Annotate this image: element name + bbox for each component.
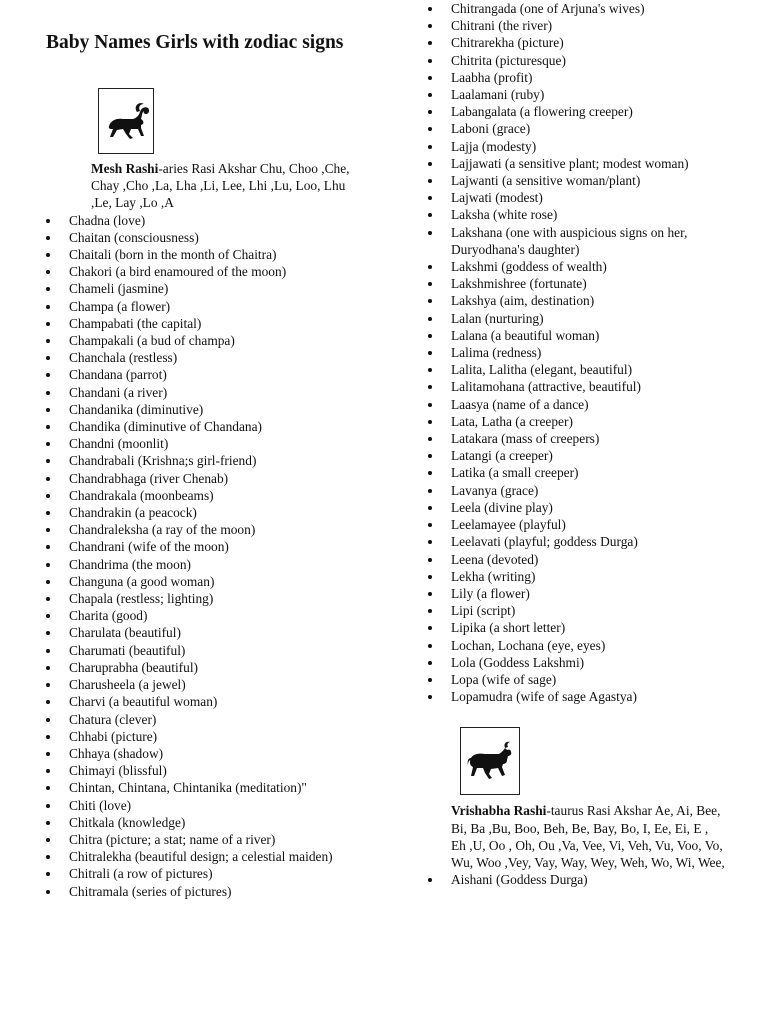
left-name-list (46, 212, 346, 900)
ram-silhouette (101, 98, 151, 144)
right-name-list (428, 0, 728, 705)
list-item: Lakshmishree (fortunate) (428, 275, 728, 292)
list-item: Chandana (parrot) (46, 366, 346, 383)
list-item: Chhabi (picture) (46, 728, 346, 745)
list-item: Laabha (profit) (428, 69, 728, 86)
list-item: Lalan (nurturing) (428, 310, 728, 327)
vrishabha-rashi-description (451, 802, 726, 871)
list-item: Chameli (jasmine) (46, 280, 346, 297)
list-item: Latangi (a creeper) (428, 447, 728, 464)
right-column (428, 0, 758, 888)
ram-aries-icon (98, 88, 154, 154)
list-item: Chhaya (shadow) (46, 745, 346, 762)
list-item: Lalima (redness) (428, 344, 728, 361)
list-item: Lakshmi (goddess of wealth) (428, 258, 728, 275)
list-item: Champa (a flower) (46, 298, 346, 315)
mesh-rashi-description (91, 160, 361, 212)
list-item: Lochan, Lochana (eye, eyes) (428, 637, 728, 654)
list-item: Lajja (modesty) (428, 138, 728, 155)
left-column (46, 0, 376, 900)
list-item: Chaitan (consciousness) (46, 229, 346, 246)
list-item: Chandraleksha (a ray of the moon) (46, 521, 346, 538)
vrishabha-rashi-name: Vrishabha Rashi (451, 803, 547, 819)
list-item: Chitrani (the river) (428, 17, 728, 34)
list-item: Chandrani (wife of the moon) (46, 538, 346, 555)
taurus-name-list (428, 871, 758, 888)
bull-taurus-icon (460, 727, 520, 795)
list-item: Leelavati (playful; goddess Durga) (428, 533, 728, 550)
page-title: Baby Names Girls with zodiac signs (46, 32, 344, 53)
list-item: Lata, Latha (a creeper) (428, 413, 728, 430)
list-item: Chandrakin (a peacock) (46, 504, 346, 521)
list-item: Chapala (restless; lighting) (46, 590, 346, 607)
bull-silhouette (465, 738, 515, 784)
list-item: Lopamudra (wife of sage Agastya) (428, 688, 728, 705)
list-item: Laalamani (ruby) (428, 86, 728, 103)
mesh-rashi-akshar: -aries Rasi Akshar Chu, Choo ,Che, Chay ,Cho ,La, Lha ,Li, Lee, Lhi ,Lu, Loo, Lhu ,Le, Lay ,Lo ,A (91, 161, 350, 211)
list-item: Chandanika (diminutive) (46, 401, 346, 418)
list-item: Lalana (a beautiful woman) (428, 327, 728, 344)
list-item: Chandrabhaga (river Chenab) (46, 470, 346, 487)
list-item: Lalitamohana (attractive, beautiful) (428, 378, 728, 395)
list-item: Lekha (writing) (428, 568, 728, 585)
list-item: Lakshya (aim, destination) (428, 292, 728, 309)
list-item: Chiti (love) (46, 797, 346, 814)
list-item: Chitrarekha (picture) (428, 34, 728, 51)
list-item: Chadna (love) (46, 212, 346, 229)
list-item: Chintan, Chintana, Chintanika (meditation)" (46, 779, 346, 796)
list-item: Chaitali (born in the month of Chaitra) (46, 246, 346, 263)
list-item: Chakori (a bird enamoured of the moon) (46, 263, 346, 280)
list-item: Chandrakala (moonbeams) (46, 487, 346, 504)
list-item: Lopa (wife of sage) (428, 671, 728, 688)
list-item: Lajwanti (a sensitive woman/plant) (428, 172, 728, 189)
mesh-rashi-name: Mesh Rashi (91, 161, 159, 176)
list-item: Chanchala (restless) (46, 349, 346, 366)
list-item: Chandika (diminutive of Chandana) (46, 418, 346, 435)
list-item: Chandni (moonlit) (46, 435, 346, 452)
list-item: Lily (a flower) (428, 585, 728, 602)
list-item: Lipika (a short letter) (428, 619, 728, 636)
list-item: Latika (a small creeper) (428, 464, 728, 481)
list-item: Leela (divine play) (428, 499, 728, 516)
list-item: Lajwati (modest) (428, 189, 728, 206)
list-item: Charuprabha (beautiful) (46, 659, 346, 676)
list-item: Leena (devoted) (428, 551, 728, 568)
list-item: Leelamayee (playful) (428, 516, 728, 533)
list-item: Chitramala (series of pictures) (46, 883, 346, 900)
list-item: Laboni (grace) (428, 120, 728, 137)
list-item: Chitkala (knowledge) (46, 814, 346, 831)
list-item: Labangalata (a flowering creeper) (428, 103, 728, 120)
list-item: Changuna (a good woman) (46, 573, 346, 590)
list-item: Laasya (name of a dance) (428, 396, 728, 413)
vrishabha-rashi-akshar: -taurus Rasi Akshar Ae, Ai, Bee, Bi, Ba ,Bu, Boo, Beh, Be, Bay, Bo, I, Ee, Ei, E , Eh ,U, Oo , Oh, Ou ,Va, Vee, Vi, Veh, Vu, Voo, Vo, Wu, Woo ,Vey, Vay, Way, Wey, Weh, Wo, Wi, Wee, (451, 803, 725, 870)
list-item: Lola (Goddess Lakshmi) (428, 654, 728, 671)
list-item: Charita (good) (46, 607, 346, 624)
list-item: Chitra (picture; a stat; name of a river) (46, 831, 346, 848)
list-item: Chimayi (blissful) (46, 762, 346, 779)
list-item: Chandani (a river) (46, 384, 346, 401)
list-item: Aishani (Goddess Durga) (428, 871, 758, 888)
list-item: Lakshana (one with auspicious signs on her, Duryodhana's daughter) (428, 224, 728, 258)
list-item: Chandrabali (Krishna;s girl-friend) (46, 452, 346, 469)
list-item: Chitrali (a row of pictures) (46, 865, 346, 882)
list-item: Chitralekha (beautiful design; a celestial maiden) (46, 848, 346, 865)
list-item: Lalita, Lalitha (elegant, beautiful) (428, 361, 728, 378)
list-item: Latakara (mass of creepers) (428, 430, 728, 447)
list-item: Charumati (beautiful) (46, 642, 346, 659)
list-item: Charusheela (a jewel) (46, 676, 346, 693)
list-item: Chitrita (picturesque) (428, 52, 728, 69)
list-item: Champakali (a bud of champa) (46, 332, 346, 349)
list-item: Chatura (clever) (46, 711, 346, 728)
list-item: Lipi (script) (428, 602, 728, 619)
list-item: Charvi (a beautiful woman) (46, 693, 346, 710)
list-item: Chitrangada (one of Arjuna's wives) (428, 0, 728, 17)
list-item: Charulata (beautiful) (46, 624, 346, 641)
list-item: Chandrima (the moon) (46, 556, 346, 573)
list-item: Champabati (the capital) (46, 315, 346, 332)
list-item: Laksha (white rose) (428, 206, 728, 223)
list-item: Lavanya (grace) (428, 482, 728, 499)
list-item: Lajjawati (a sensitive plant; modest woman) (428, 155, 728, 172)
